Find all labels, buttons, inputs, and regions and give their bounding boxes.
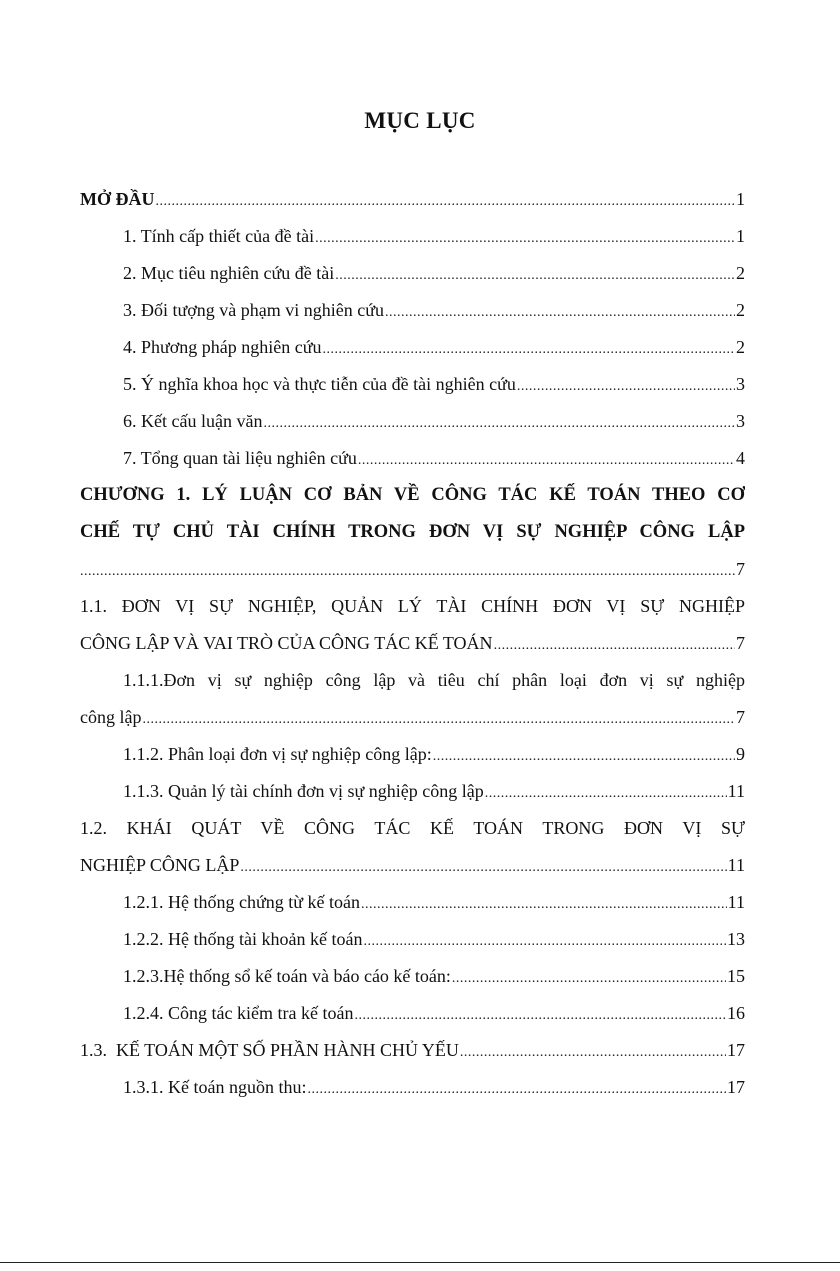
dot-leader	[452, 960, 726, 997]
dot-leader	[156, 183, 736, 220]
entry-line-1: 1.1.1.Đơn vị sự nghiệp công lập và tiêu chí phân loại đơn vị sự nghiệp	[123, 670, 745, 690]
toc-entry-text: 1.1.3. Quản lý tài chính đơn vị sự nghiệp công lập	[123, 781, 484, 801]
toc-page-number: 7	[736, 707, 745, 727]
toc-page-number: 1	[736, 189, 745, 209]
toc-page-number: 11	[727, 892, 745, 912]
toc-entry-section-1-3[interactable]	[80, 1032, 745, 1069]
dot-leader	[358, 442, 735, 479]
table-of-contents	[80, 181, 745, 1106]
page-bottom-border	[0, 1262, 840, 1263]
page-title: MỤC LỤC	[364, 108, 476, 133]
toc-page-number: 16	[727, 1003, 745, 1023]
toc-entry-text: 1.2.3.Hệ thống sổ kế toán và báo cáo kế toán:	[123, 966, 451, 986]
toc-page-number: 13	[727, 929, 745, 949]
dot-leader	[335, 257, 735, 294]
dot-leader	[494, 627, 735, 664]
dot-leader	[385, 294, 735, 331]
entry-line-2	[80, 699, 745, 736]
toc-entry-1-1-2[interactable]	[80, 736, 745, 773]
dot-leader	[354, 997, 726, 1034]
chapter-heading-line-2: CHẾ TỰ CHỦ TÀI CHÍNH TRONG ĐƠN VỊ SỰ NGHIỆP CÔNG LẬP	[80, 522, 745, 542]
toc-entry-intro-5[interactable]	[80, 366, 745, 403]
chapter-leader-line	[80, 551, 745, 588]
toc-entry-intro-3[interactable]	[80, 292, 745, 329]
toc-page-number: 3	[736, 411, 745, 431]
toc-entry-intro-2[interactable]	[80, 255, 745, 292]
dot-leader	[142, 701, 735, 738]
toc-entry-text: 2. Mục tiêu nghiên cứu đề tài	[123, 263, 335, 283]
toc-page-number: 15	[727, 966, 745, 986]
dot-leader	[460, 1034, 726, 1071]
dot-leader	[307, 1071, 726, 1108]
toc-entry-1-3-1[interactable]	[80, 1069, 745, 1106]
toc-page-number: 17	[727, 1040, 745, 1060]
dot-leader	[240, 849, 726, 886]
toc-entry-mo-dau[interactable]	[80, 181, 745, 218]
toc-entry-text: 1.2.1. Hệ thống chứng từ kế toán	[123, 892, 360, 912]
toc-page-number: 1	[736, 226, 745, 246]
toc-entry-text: 1.3. KẾ TOÁN MỘT SỐ PHẦN HÀNH CHỦ YẾU	[80, 1040, 459, 1060]
toc-entry-text: CÔNG LẬP VÀ VAI TRÒ CỦA CÔNG TÁC KẾ TOÁN	[80, 633, 493, 653]
toc-page-number: 7	[736, 633, 745, 653]
toc-entry-intro-6[interactable]	[80, 403, 745, 440]
toc-entry-1-2-1[interactable]	[80, 884, 745, 921]
toc-entry-text: 1.3.1. Kế toán nguồn thu:	[123, 1077, 307, 1097]
toc-page-number: 2	[736, 263, 745, 283]
toc-entry-text: MỞ ĐẦU	[80, 189, 155, 209]
dot-leader	[517, 368, 735, 405]
toc-entry-text: 6. Kết cấu luận văn	[123, 411, 263, 431]
toc-entry-text: 4. Phương pháp nghiên cứu	[123, 337, 322, 357]
toc-entry-text: 3. Đối tượng và phạm vi nghiên cứu	[123, 300, 384, 320]
toc-entry-text: NGHIỆP CÔNG LẬP	[80, 855, 240, 875]
dot-leader	[80, 553, 735, 590]
toc-entry-1-1-1[interactable]	[80, 662, 745, 736]
section-heading-line-1: 1.2. KHÁI QUÁT VỀ CÔNG TÁC KẾ TOÁN TRONG ĐƠN VỊ SỰ	[80, 818, 745, 838]
dot-leader	[433, 738, 735, 775]
toc-entry-1-2-2[interactable]	[80, 921, 745, 958]
toc-page-number: 11	[727, 855, 745, 875]
toc-entry-text: 1.1.2. Phân loại đơn vị sự nghiệp công lập:	[123, 744, 432, 764]
dot-leader	[363, 923, 726, 960]
section-heading-line-1: 1.1. ĐƠN VỊ SỰ NGHIỆP, QUẢN LÝ TÀI CHÍNH ĐƠN VỊ SỰ NGHIỆP	[80, 596, 745, 616]
toc-entry-1-2-4[interactable]	[80, 995, 745, 1032]
dot-leader	[323, 331, 735, 368]
toc-entry-chapter-1[interactable]	[80, 477, 745, 588]
toc-entry-intro-1[interactable]	[80, 218, 745, 255]
toc-entry-1-2-3[interactable]	[80, 958, 745, 995]
toc-page-number: 3	[736, 374, 745, 394]
toc-entry-intro-4[interactable]	[80, 329, 745, 366]
toc-page-number: 2	[736, 337, 745, 357]
section-heading-line-2	[80, 847, 745, 884]
toc-entry-section-1-1[interactable]	[80, 588, 745, 662]
toc-page-number: 9	[736, 744, 745, 764]
toc-entry-text: công lập	[80, 707, 142, 727]
toc-entry-text: 1. Tính cấp thiết của đề tài	[123, 226, 315, 246]
toc-entry-section-1-2[interactable]	[80, 810, 745, 884]
toc-page-number: 17	[727, 1077, 745, 1097]
dot-leader	[263, 405, 735, 442]
toc-entry-intro-7[interactable]	[80, 440, 745, 477]
toc-page-number: 2	[736, 300, 745, 320]
chapter-heading-line-1: CHƯƠNG 1. LÝ LUẬN CƠ BẢN VỀ CÔNG TÁC KẾ TOÁN THEO CƠ	[80, 485, 745, 505]
dot-leader	[315, 220, 735, 257]
toc-page-number: 4	[736, 448, 745, 468]
toc-entry-text: 7. Tổng quan tài liệu nghiên cứu	[123, 448, 357, 468]
dot-leader	[485, 775, 727, 812]
toc-entry-text: 5. Ý nghĩa khoa học và thực tiễn của đề tài nghiên cứu	[123, 374, 516, 394]
dot-leader	[361, 886, 727, 923]
toc-page-number: 11	[727, 781, 745, 801]
toc-entry-text: 1.2.4. Công tác kiểm tra kế toán	[123, 1003, 354, 1023]
toc-entry-text: 1.2.2. Hệ thống tài khoản kế toán	[123, 929, 363, 949]
toc-entry-1-1-3[interactable]	[80, 773, 745, 810]
section-heading-line-2	[80, 625, 745, 662]
toc-page-number: 7	[736, 559, 745, 579]
